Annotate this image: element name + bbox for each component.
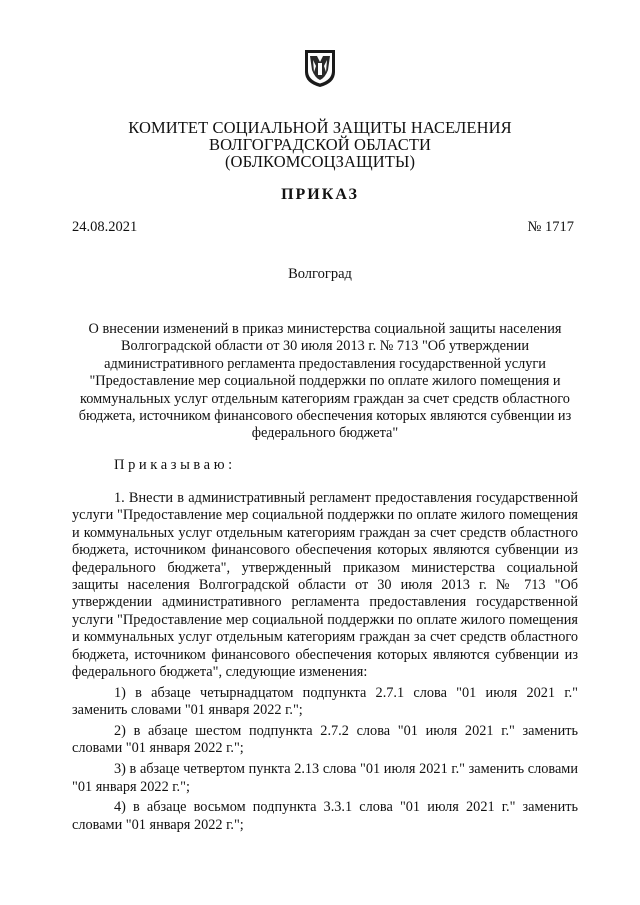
document-date: 24.08.2021 [72,219,138,235]
coat-of-arms-icon [303,48,337,88]
document-number: № 1717 [527,219,574,235]
list-item-2: 2) в абзаце шестом подпункта 2.7.2 слова "01 июля 2021 г." заменить словами "01 января 2022 г."; [72,723,578,757]
paragraph-1: 1. Внести в административный регламент предоставления государственной услуги "Предоставление мер социальной поддержки по оплате жилого помещения и коммунальных услуг отдельным категориям граждан за счет средств областного бюджета, источником финансового обеспечения которых являются субвенции из федерального бюджета", утвержденный приказом министерства социальной защиты населения Волгоградской области от 30 июля 2013 г. № 713 "Об утверждении административного регламента предоставления государственной услуги "Предоставление мер социальной поддержки по оплате жилого помещения и коммунальных услуг отдельным категориям граждан за счет средств областного бюджета, источником финансового обеспечения которых являются субвенции из федерального бюджета", следующие изменения: [72,490,578,681]
org-name-line-2: ВОЛГОГРАДСКОЙ ОБЛАСТИ [208,135,432,154]
org-name-line-1: КОМИТЕТ СОЦИАЛЬНОЙ ЗАЩИТЫ НАСЕЛЕНИЯ [128,118,512,137]
list-item-1: 1) в абзаце четырнадцатом подпункта 2.7.1 слова "01 июля 2021 г." заменить словами "01 января 2022 г."; [72,684,578,719]
document-type: ПРИКАЗ [281,186,359,203]
order-word: Приказываю: [114,457,236,473]
list-item-3: 3) в абзаце четвертом пункта 2.13 слова "01 июля 2021 г." заменить словами "01 января 2022 г."; [72,761,578,795]
document-city: Волгоград [288,266,352,282]
document-body [72,490,578,834]
document-subject: О внесении изменений в приказ министерства социальной защиты населения Волгоградской области от 30 июля 2013 г. № 713 "Об утверждении административного регламента предоставления государственной услуги "Предоставление мер социальной поддержки по оплате жилого помещения и коммунальных услуг отдельным категориям граждан за счет средств областного бюджета, источником финансового обеспечения которых являются субвенции из федерального бюджета" [78,321,572,442]
org-name-line-3: (ОБЛКОМСОЦЗАЩИТЫ) [224,152,416,171]
list-item-4: 4) в абзаце восьмом подпункта 3.3.1 слова "01 июля 2021 г." заменить словами "01 января 2022 г."; [72,799,578,833]
